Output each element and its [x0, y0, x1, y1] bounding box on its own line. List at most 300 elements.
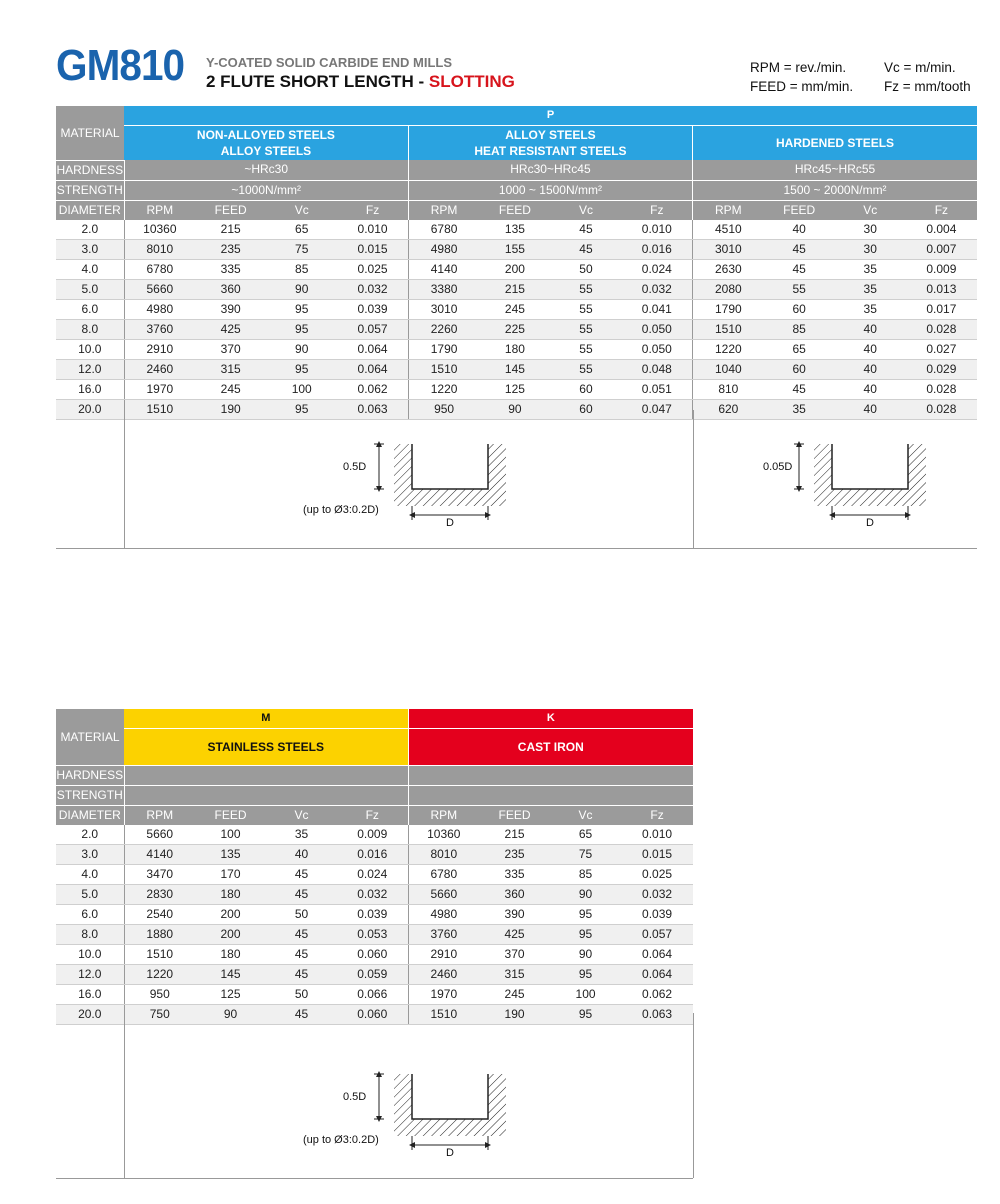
value-cell: 0.013: [906, 279, 977, 299]
value-cell: 35: [835, 259, 906, 279]
value-cell: 95: [266, 299, 337, 319]
value-cell: 65: [764, 339, 835, 359]
value-cell: 390: [479, 905, 550, 925]
value-cell: 0.009: [337, 825, 408, 845]
value-cell: 1790: [408, 339, 479, 359]
diameter-cell: 4.0: [56, 865, 124, 885]
value-cell: 0.007: [906, 239, 977, 259]
value-cell: 90: [266, 339, 337, 359]
column-header: FEED: [479, 806, 550, 826]
value-cell: 0.024: [622, 259, 693, 279]
strength-value: [124, 786, 408, 806]
table-row: [56, 905, 693, 925]
strength-value: [408, 786, 693, 806]
group-header-stainless: STAINLESS STEELS: [124, 729, 408, 766]
value-cell: 95: [266, 319, 337, 339]
value-cell: 55: [550, 319, 621, 339]
divider: [56, 548, 977, 549]
value-cell: 1220: [124, 965, 195, 985]
value-cell: 95: [550, 925, 621, 945]
value-cell: 0.009: [906, 259, 977, 279]
table-row: [56, 825, 693, 845]
value-cell: 45: [550, 220, 621, 240]
group-header-hardened: HARDENED STEELS: [693, 126, 977, 161]
value-cell: 0.025: [337, 259, 408, 279]
value-cell: 200: [195, 925, 266, 945]
column-header: Vc: [550, 806, 621, 826]
value-cell: 0.032: [622, 279, 693, 299]
value-cell: 45: [550, 239, 621, 259]
value-cell: 315: [195, 359, 266, 379]
diameter-cell: 10.0: [56, 339, 124, 359]
hardness-value: [124, 766, 408, 786]
value-cell: 0.025: [621, 865, 693, 885]
diameter-cell: 6.0: [56, 299, 124, 319]
value-cell: 30: [835, 220, 906, 240]
column-header: FEED: [764, 200, 835, 220]
value-cell: 40: [835, 339, 906, 359]
value-cell: 155: [479, 239, 550, 259]
value-cell: 90: [266, 279, 337, 299]
value-cell: 1510: [124, 399, 195, 419]
value-cell: 60: [550, 399, 621, 419]
value-cell: 0.010: [337, 220, 408, 240]
value-cell: 75: [266, 239, 337, 259]
value-cell: 1510: [693, 319, 764, 339]
value-cell: 0.047: [622, 399, 693, 419]
value-cell: 55: [550, 359, 621, 379]
table-row: [56, 259, 977, 279]
value-cell: 4510: [693, 220, 764, 240]
title-accent: SLOTTING: [428, 72, 515, 91]
value-cell: 35: [835, 279, 906, 299]
diameter-cell: 8.0: [56, 925, 124, 945]
value-cell: 95: [550, 1005, 621, 1025]
value-cell: 3010: [408, 299, 479, 319]
value-cell: 0.027: [906, 339, 977, 359]
value-cell: 135: [195, 845, 266, 865]
value-cell: 6780: [124, 259, 195, 279]
table-row: [56, 339, 977, 359]
value-cell: 1040: [693, 359, 764, 379]
value-cell: 95: [550, 905, 621, 925]
table-row: [56, 925, 693, 945]
value-cell: 1970: [408, 985, 479, 1005]
value-cell: 370: [195, 339, 266, 359]
product-code: GM810: [56, 41, 185, 90]
table-row: [56, 319, 977, 339]
divider: [56, 1178, 693, 1179]
value-cell: 950: [124, 985, 195, 1005]
value-cell: 750: [124, 1005, 195, 1025]
value-cell: 65: [550, 825, 621, 845]
value-cell: 100: [550, 985, 621, 1005]
value-cell: 425: [195, 319, 266, 339]
value-cell: 95: [550, 965, 621, 985]
value-cell: 55: [550, 279, 621, 299]
value-cell: 215: [195, 220, 266, 240]
table-row: [56, 945, 693, 965]
value-cell: 2910: [124, 339, 195, 359]
value-cell: 950: [408, 399, 479, 419]
slot-diagram-hardened: [760, 436, 940, 536]
value-cell: 5660: [408, 885, 479, 905]
value-cell: 2460: [408, 965, 479, 985]
value-cell: 135: [479, 220, 550, 240]
value-cell: 1220: [693, 339, 764, 359]
slot-diagram-full: [340, 436, 520, 536]
column-header: Vc: [266, 806, 337, 826]
value-cell: 45: [266, 865, 337, 885]
value-cell: 2080: [693, 279, 764, 299]
value-cell: 335: [479, 865, 550, 885]
value-cell: 45: [764, 239, 835, 259]
value-cell: 0.064: [621, 945, 693, 965]
legend-feed: FEED = mm/min.: [750, 79, 854, 94]
value-cell: 125: [195, 985, 266, 1005]
value-cell: 0.060: [337, 1005, 408, 1025]
title-main: 2 FLUTE SHORT LENGTH -: [206, 72, 429, 91]
depth-label: 0.05D: [763, 461, 793, 473]
material-label: MATERIAL: [56, 106, 124, 160]
value-cell: 170: [195, 865, 266, 885]
group-header-alloy: [408, 126, 692, 161]
value-cell: 0.051: [622, 379, 693, 399]
value-cell: 5660: [124, 279, 195, 299]
value-cell: 0.010: [622, 220, 693, 240]
column-header: Vc: [550, 200, 621, 220]
value-cell: 60: [764, 299, 835, 319]
column-header: Fz: [621, 806, 693, 826]
diameter-cell: 5.0: [56, 279, 124, 299]
value-cell: 180: [479, 339, 550, 359]
strength-value: 1000 ~ 1500N/mm²: [408, 180, 692, 200]
value-cell: 45: [266, 945, 337, 965]
value-cell: 45: [266, 885, 337, 905]
column-header: Fz: [337, 806, 408, 826]
value-cell: 60: [550, 379, 621, 399]
divider: [124, 1013, 125, 1178]
value-cell: 3380: [408, 279, 479, 299]
column-header: RPM: [124, 806, 195, 826]
value-cell: 245: [479, 299, 550, 319]
value-cell: 0.039: [621, 905, 693, 925]
diameter-cell: 8.0: [56, 319, 124, 339]
value-cell: 0.057: [337, 319, 408, 339]
value-cell: 45: [764, 379, 835, 399]
value-cell: 215: [479, 825, 550, 845]
value-cell: 0.050: [622, 319, 693, 339]
diameter-cell: 12.0: [56, 359, 124, 379]
value-cell: 2260: [408, 319, 479, 339]
value-cell: 10360: [124, 220, 195, 240]
value-cell: 0.029: [906, 359, 977, 379]
value-cell: 335: [195, 259, 266, 279]
value-cell: 200: [195, 905, 266, 925]
value-cell: 190: [479, 1005, 550, 1025]
column-header: FEED: [195, 200, 266, 220]
column-header: FEED: [195, 806, 266, 826]
table-row: [56, 220, 977, 240]
value-cell: 0.032: [337, 885, 408, 905]
value-cell: 2540: [124, 905, 195, 925]
value-cell: 40: [835, 399, 906, 419]
value-cell: 235: [479, 845, 550, 865]
value-cell: 30: [835, 239, 906, 259]
diameter-cell: 12.0: [56, 965, 124, 985]
value-cell: 3760: [408, 925, 479, 945]
table-row: [56, 299, 977, 319]
value-cell: 390: [195, 299, 266, 319]
workpiece-hatch: [394, 1074, 506, 1136]
table-row: [56, 399, 977, 419]
width-label: D: [446, 517, 454, 529]
group-header-nonalloyed: [124, 126, 408, 161]
diameter-cell: 3.0: [56, 239, 124, 259]
value-cell: 245: [479, 985, 550, 1005]
value-cell: 3010: [693, 239, 764, 259]
column-header: RPM: [408, 806, 479, 826]
product-title: [206, 72, 515, 92]
diameter-cell: 20.0: [56, 1005, 124, 1025]
depth-note: (up to Ø3:0.2D): [303, 504, 379, 516]
value-cell: 50: [266, 985, 337, 1005]
value-cell: 200: [479, 259, 550, 279]
column-header: RPM: [408, 200, 479, 220]
depth-label: 0.5D: [343, 1091, 367, 1103]
value-cell: 90: [195, 1005, 266, 1025]
value-cell: 4140: [408, 259, 479, 279]
value-cell: 0.032: [337, 279, 408, 299]
value-cell: 85: [266, 259, 337, 279]
table-row: [56, 965, 693, 985]
value-cell: 125: [479, 379, 550, 399]
value-cell: 0.064: [337, 339, 408, 359]
diameter-cell: 5.0: [56, 885, 124, 905]
value-cell: 0.028: [906, 379, 977, 399]
group-name-line2: HEAT RESISTANT STEELS: [474, 144, 627, 158]
value-cell: 0.010: [621, 825, 693, 845]
value-cell: 0.039: [337, 905, 408, 925]
strength-value: ~1000N/mm²: [124, 180, 408, 200]
value-cell: 8010: [124, 239, 195, 259]
table-row: [56, 845, 693, 865]
value-cell: 65: [266, 220, 337, 240]
material-code-k: K: [408, 709, 693, 729]
column-header: Vc: [266, 200, 337, 220]
divider: [124, 410, 125, 548]
value-cell: 50: [550, 259, 621, 279]
value-cell: 6780: [408, 865, 479, 885]
value-cell: 90: [479, 399, 550, 419]
table-row: [56, 1005, 693, 1025]
value-cell: 180: [195, 945, 266, 965]
value-cell: 40: [266, 845, 337, 865]
depth-label: 0.5D: [343, 461, 367, 473]
diameter-cell: 16.0: [56, 985, 124, 1005]
column-header: Vc: [835, 200, 906, 220]
value-cell: 3760: [124, 319, 195, 339]
value-cell: 145: [479, 359, 550, 379]
hardness-value: HRc45~HRc55: [693, 160, 977, 180]
value-cell: 0.050: [622, 339, 693, 359]
value-cell: 0.064: [621, 965, 693, 985]
value-cell: 60: [764, 359, 835, 379]
value-cell: 35: [835, 299, 906, 319]
value-cell: 100: [266, 379, 337, 399]
value-cell: 4140: [124, 845, 195, 865]
diameter-label: DIAMETER: [56, 806, 124, 826]
value-cell: 810: [693, 379, 764, 399]
slot-outline: [832, 444, 908, 489]
column-header: FEED: [479, 200, 550, 220]
table-row: [56, 379, 977, 399]
value-cell: 2630: [693, 259, 764, 279]
value-cell: 360: [195, 279, 266, 299]
column-header: RPM: [124, 200, 195, 220]
value-cell: 50: [266, 905, 337, 925]
value-cell: 4980: [124, 299, 195, 319]
hardness-label: HARDNESS: [56, 160, 124, 180]
value-cell: 0.015: [337, 239, 408, 259]
value-cell: 1510: [408, 1005, 479, 1025]
diameter-cell: 2.0: [56, 220, 124, 240]
diameter-cell: 2.0: [56, 825, 124, 845]
value-cell: 85: [764, 319, 835, 339]
value-cell: 55: [550, 299, 621, 319]
value-cell: 0.064: [337, 359, 408, 379]
diameter-cell: 4.0: [56, 259, 124, 279]
value-cell: 0.057: [621, 925, 693, 945]
diameter-cell: 16.0: [56, 379, 124, 399]
legend-vc: Vc = m/min.: [884, 60, 956, 75]
value-cell: 4980: [408, 905, 479, 925]
table-row: [56, 279, 977, 299]
value-cell: 3470: [124, 865, 195, 885]
slot-outline: [412, 444, 488, 489]
value-cell: 2910: [408, 945, 479, 965]
value-cell: 2830: [124, 885, 195, 905]
value-cell: 0.004: [906, 220, 977, 240]
value-cell: 55: [550, 339, 621, 359]
value-cell: 45: [266, 965, 337, 985]
divider: [693, 410, 694, 548]
value-cell: 35: [266, 825, 337, 845]
table-row: [56, 985, 693, 1005]
value-cell: 0.024: [337, 865, 408, 885]
value-cell: 0.063: [621, 1005, 693, 1025]
value-cell: 0.032: [621, 885, 693, 905]
column-header: RPM: [693, 200, 764, 220]
hardness-value: ~HRc30: [124, 160, 408, 180]
material-code-m: M: [124, 709, 408, 729]
value-cell: 95: [266, 359, 337, 379]
value-cell: 1970: [124, 379, 195, 399]
value-cell: 6780: [408, 220, 479, 240]
table-row: [56, 239, 977, 259]
material-code-p: P: [124, 106, 977, 126]
material-label: MATERIAL: [56, 709, 124, 766]
width-label: D: [446, 1147, 454, 1159]
value-cell: 0.053: [337, 925, 408, 945]
value-cell: 1510: [408, 359, 479, 379]
value-cell: 145: [195, 965, 266, 985]
value-cell: 620: [693, 399, 764, 419]
value-cell: 0.028: [906, 319, 977, 339]
group-name-line1: NON-ALLOYED STEELS: [196, 128, 335, 142]
hardness-value: [408, 766, 693, 786]
legend-rpm: RPM = rev./min.: [750, 60, 847, 75]
value-cell: 40: [764, 220, 835, 240]
column-header: Fz: [906, 200, 977, 220]
strength-label: STRENGTH: [56, 180, 124, 200]
value-cell: 10360: [408, 825, 479, 845]
diameter-label: DIAMETER: [56, 200, 124, 220]
value-cell: 370: [479, 945, 550, 965]
value-cell: 0.048: [622, 359, 693, 379]
diameter-cell: 3.0: [56, 845, 124, 865]
value-cell: 1510: [124, 945, 195, 965]
value-cell: 245: [195, 379, 266, 399]
group-name-line2: ALLOY STEELS: [220, 144, 312, 158]
column-header: Fz: [622, 200, 693, 220]
value-cell: 0.028: [906, 399, 977, 419]
product-subtitle: Y-COATED SOLID CARBIDE END MILLS: [206, 55, 453, 70]
value-cell: 0.060: [337, 945, 408, 965]
value-cell: 360: [479, 885, 550, 905]
value-cell: 0.062: [621, 985, 693, 1005]
value-cell: 190: [195, 399, 266, 419]
value-cell: 40: [835, 359, 906, 379]
value-cell: 235: [195, 239, 266, 259]
value-cell: 225: [479, 319, 550, 339]
cutting-table-m-k: [56, 709, 693, 1025]
group-header-castiron: CAST IRON: [408, 729, 693, 766]
value-cell: 0.039: [337, 299, 408, 319]
value-cell: 425: [479, 925, 550, 945]
column-header: Fz: [337, 200, 408, 220]
value-cell: 4980: [408, 239, 479, 259]
value-cell: 0.017: [906, 299, 977, 319]
workpiece-hatch: [394, 444, 506, 506]
value-cell: 0.066: [337, 985, 408, 1005]
value-cell: 315: [479, 965, 550, 985]
hardness-label: HARDNESS: [56, 766, 124, 786]
value-cell: 75: [550, 845, 621, 865]
value-cell: 90: [550, 945, 621, 965]
value-cell: 8010: [408, 845, 479, 865]
value-cell: 40: [835, 379, 906, 399]
value-cell: 100: [195, 825, 266, 845]
value-cell: 35: [764, 399, 835, 419]
divider: [693, 1013, 694, 1178]
diameter-cell: 6.0: [56, 905, 124, 925]
workpiece-hatch: [814, 444, 926, 506]
cutting-table-p: [56, 106, 977, 420]
value-cell: 180: [195, 885, 266, 905]
value-cell: 45: [266, 925, 337, 945]
strength-value: 1500 ~ 2000N/mm²: [693, 180, 977, 200]
value-cell: 40: [835, 319, 906, 339]
value-cell: 85: [550, 865, 621, 885]
hardness-value: HRc30~HRc45: [408, 160, 692, 180]
value-cell: 95: [266, 399, 337, 419]
slot-outline: [412, 1074, 488, 1119]
value-cell: 0.062: [337, 379, 408, 399]
strength-label: STRENGTH: [56, 786, 124, 806]
slot-diagram-full: [340, 1066, 520, 1166]
value-cell: 2460: [124, 359, 195, 379]
